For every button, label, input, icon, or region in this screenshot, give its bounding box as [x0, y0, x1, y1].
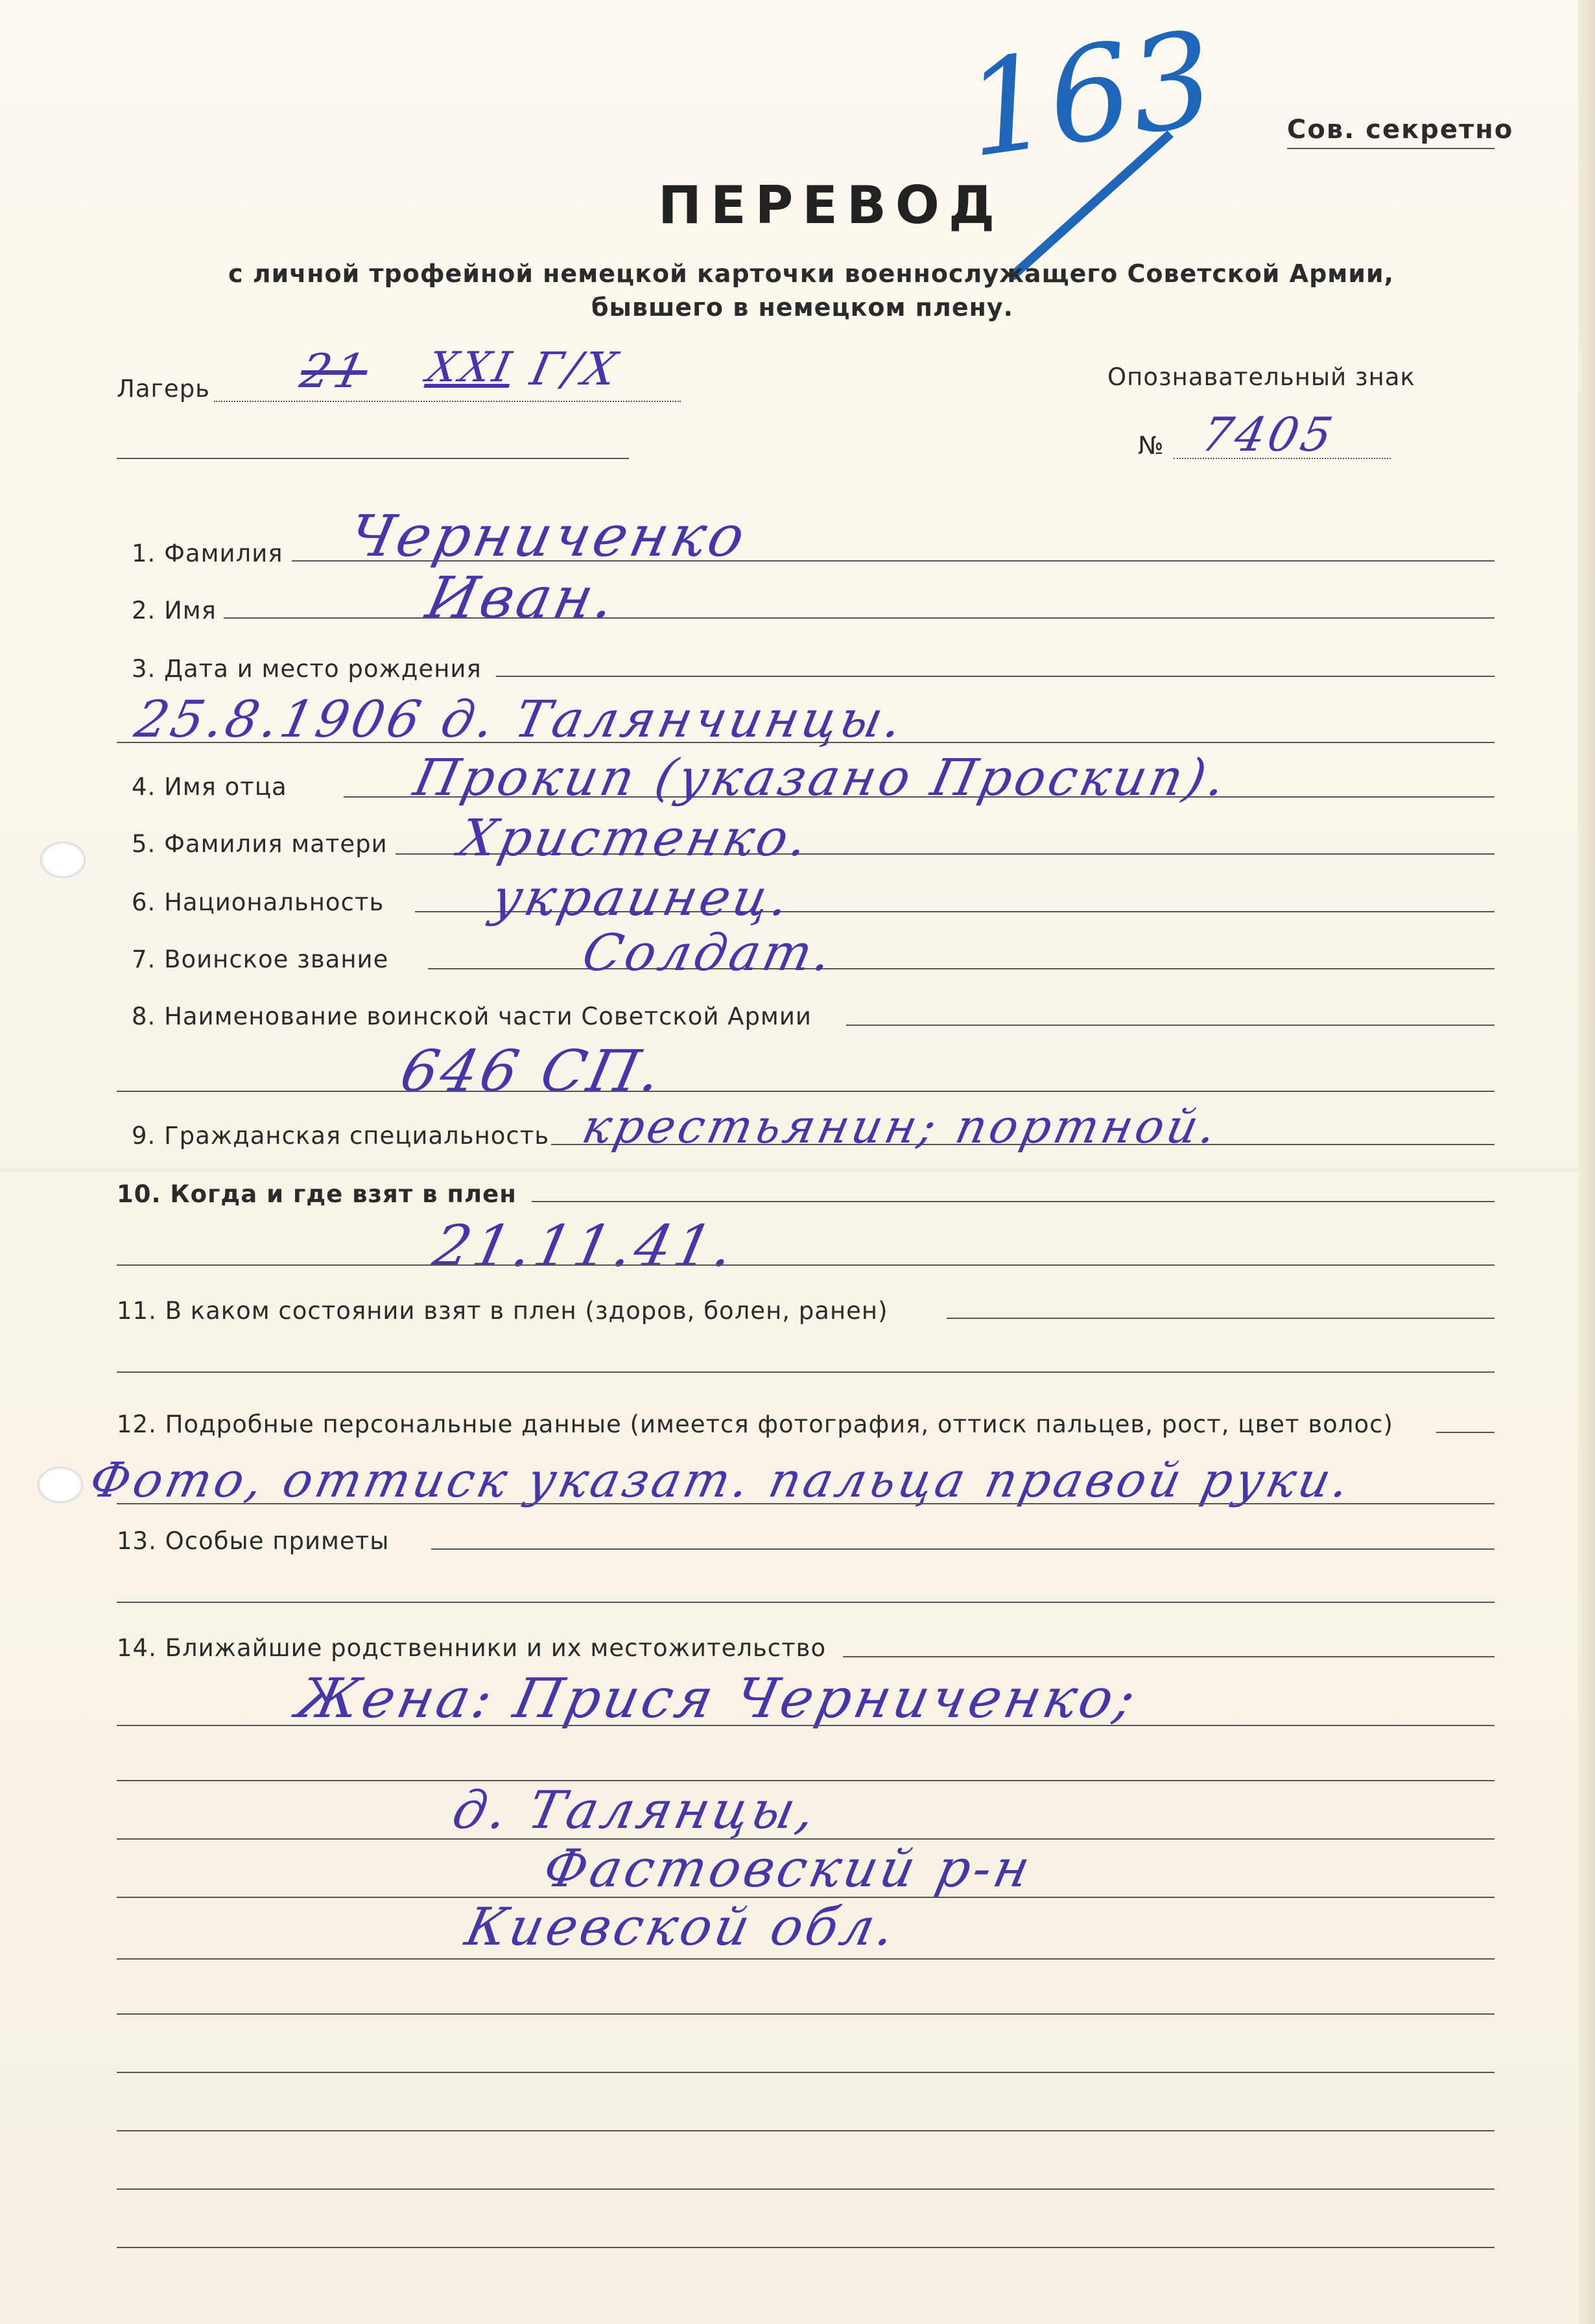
subtitle-line1: с личной трофейной немецкой карточки военнослужащего Советской Армии, — [228, 259, 1395, 288]
classification-label: Сов. секретно — [1287, 115, 1514, 145]
page-title: ПЕРЕВОД — [658, 175, 1004, 235]
field-3-value: 25.8.1906 д. Талянчинцы. — [130, 691, 911, 749]
field-6-value: украинец. — [486, 869, 797, 927]
field-4-value: Прокип (указано Проскип). — [408, 749, 1235, 807]
field-8-value: 646 СП. — [395, 1038, 670, 1104]
field-5-value: Христенко. — [454, 809, 816, 868]
subtitle-line2: бывшего в немецком плену. — [591, 293, 1014, 322]
classification-underline — [1287, 148, 1495, 149]
field-12-label: 12. Подробные персональные данные (имеется фотография, оттиск пальцев, рост, цвет волос) — [117, 1410, 1393, 1438]
field-7-value: Солдат. — [577, 924, 840, 982]
field-11-label: 11. В каком состоянии взят в плен (здоров, болен, ранен) — [117, 1297, 888, 1325]
field-10-value: 21.11.41. — [427, 1213, 743, 1279]
field-9-value: крестьянин; портной. — [578, 1099, 1225, 1154]
camp-label: Лагерь — [117, 375, 210, 403]
field-3-label: 3. Дата и место рождения — [132, 655, 482, 683]
field-14-label: 14. Ближайшие родственники и их местожительство — [117, 1634, 827, 1662]
field-12-value: Фото, оттиск указат. пальца правой руки. — [84, 1452, 1358, 1508]
archive-number: 163 — [956, 3, 1223, 187]
field-9-label: 9. Гражданская специальность — [132, 1122, 550, 1150]
punch-hole-top — [40, 842, 86, 878]
paper-edge — [1578, 0, 1595, 2324]
camp-extra: Г/X — [526, 342, 625, 396]
field-2-value: Иван. — [421, 564, 624, 631]
id-tag-prefix: № — [1138, 431, 1164, 460]
id-tag-value: 7405 — [1197, 407, 1341, 462]
field-14-line4: Киевской обл. — [460, 1897, 904, 1957]
field-1-label: 1. Фамилия — [132, 540, 283, 567]
punch-hole-bottom — [38, 1467, 83, 1503]
field-5-label: 5. Фамилия матери — [132, 830, 388, 858]
camp-crossed-value: 21 — [296, 344, 373, 398]
field-14-line1: Жена: Прися Черниченко; — [291, 1666, 1144, 1730]
field-10-label: 10. Когда и где взят в плен — [117, 1180, 517, 1208]
field-4-label: 4. Имя отца — [132, 773, 287, 801]
field-7-label: 7. Воинское звание — [132, 945, 389, 973]
field-14-line3: Фастовский р-н — [538, 1838, 1039, 1899]
field-14-line2: д. Талянцы, — [447, 1780, 824, 1840]
field-6-label: 6. Национальность — [132, 888, 384, 916]
id-tag-label: Опознавательный знак — [1107, 363, 1415, 391]
field-1-value: Черниченко — [343, 503, 754, 569]
field-8-label: 8. Наименование воинской части Советской Армии — [132, 1002, 812, 1030]
field-13-label: 13. Особые приметы — [117, 1527, 390, 1555]
field-2-label: 2. Имя — [132, 597, 217, 624]
camp-value: XXI — [423, 344, 519, 392]
paper-fold — [0, 1167, 1595, 1172]
